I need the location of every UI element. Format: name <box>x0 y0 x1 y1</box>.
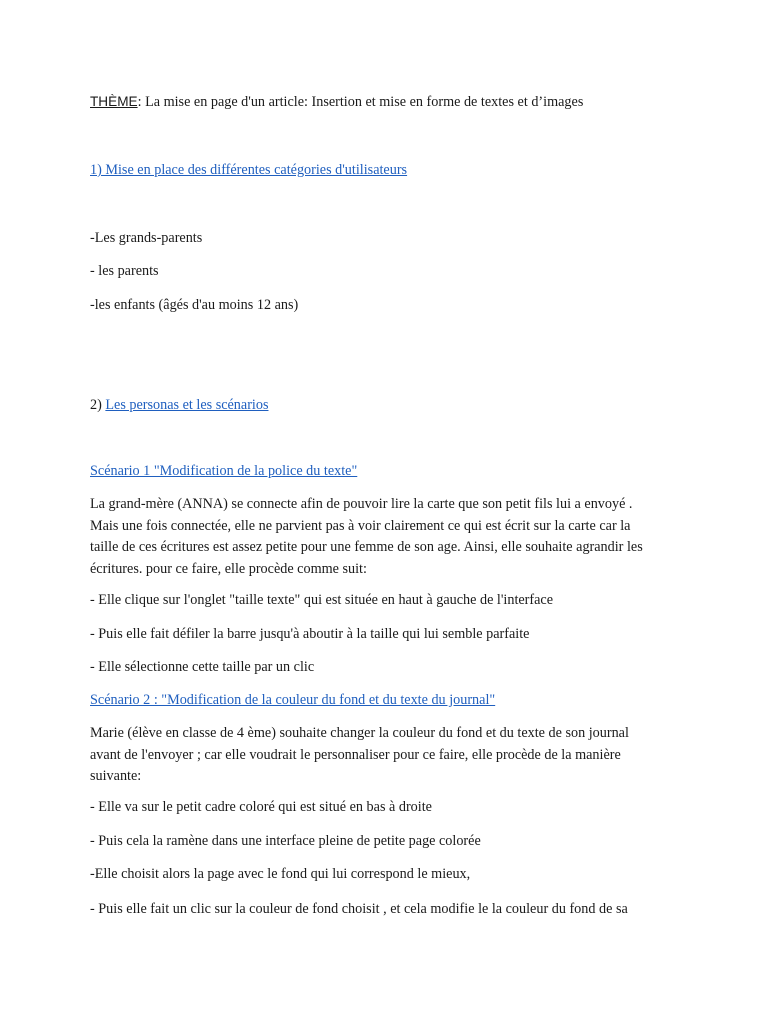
scenario1-intro-line: La grand-mère (ANNA) se connecte afin de pouvoir lire la carte que son petit fils lui a envoyé . <box>90 496 633 512</box>
theme-label: THÈME <box>90 94 138 109</box>
theme-line <box>90 94 583 110</box>
scenario2-intro-line: avant de l'envoyer ; car elle voudrait le personnaliser pour ce faire, elle procède de la manière <box>90 746 621 763</box>
scenario1-intro <box>90 494 690 580</box>
section2-heading-link[interactable]: Les personas et les scénarios <box>105 397 269 413</box>
scenario2-title-link[interactable]: Scénario 2 : "Modification de la couleur du fond et du texte du journal" <box>90 692 496 708</box>
section2-heading <box>90 397 268 413</box>
scenario1-step-2: - Puis elle fait défiler la barre jusqu'à aboutir à la taille qui lui semble parfaite <box>90 626 530 642</box>
scenario2-step-1: - Elle va sur le petit cadre coloré qui est situé en bas à droite <box>90 799 432 815</box>
scenario2-step-3: -Elle choisit alors la page avec le fond qui lui correspond le mieux, <box>90 866 471 882</box>
user-category-parents: - les parents <box>90 263 159 279</box>
scenario1-step-3: - Elle sélectionne cette taille par un clic <box>90 659 315 675</box>
theme-text: : La mise en page d'un article: Insertion et mise en forme de textes et d’images <box>137 94 584 110</box>
scenario2-intro-line: suivante: <box>90 768 142 785</box>
scenario2-intro <box>90 723 690 788</box>
section1-heading-link[interactable]: 1) Mise en place des différentes catégories d'utilisateurs <box>90 162 408 178</box>
scenario1-step-1: - Elle clique sur l'onglet "taille texte" qui est située en haut à gauche de l'interface <box>90 592 554 608</box>
scenario2-step-2: - Puis cela la ramène dans une interface pleine de petite page colorée <box>90 833 481 849</box>
scenario1-intro-line: taille de ces écritures est assez petite pour une femme de son age. Ainsi, elle souhaite agrandir les <box>90 539 643 556</box>
scenario1-title-link[interactable]: Scénario 1 "Modification de la police du texte" <box>90 463 358 479</box>
scenario1-intro-line: écritures. pour ce faire, elle procède comme suit: <box>90 560 367 577</box>
scenario2-intro-line: Marie (élève en classe de 4 ème) souhaite changer la couleur du fond et du texte de son journal <box>90 725 629 741</box>
section2-prefix: 2) <box>90 397 106 413</box>
user-category-grandparents: -Les grands-parents <box>90 230 203 246</box>
scenario1-intro-line: Mais une fois connectée, elle ne parvient pas à voir clairement ce qui est écrit sur la carte car la <box>90 517 631 534</box>
user-category-children: -les enfants (âgés d'au moins 12 ans) <box>90 297 299 313</box>
scenario2-step-4: - Puis elle fait un clic sur la couleur de fond choisit , et cela modifie le la couleur du fond de sa <box>90 901 628 917</box>
